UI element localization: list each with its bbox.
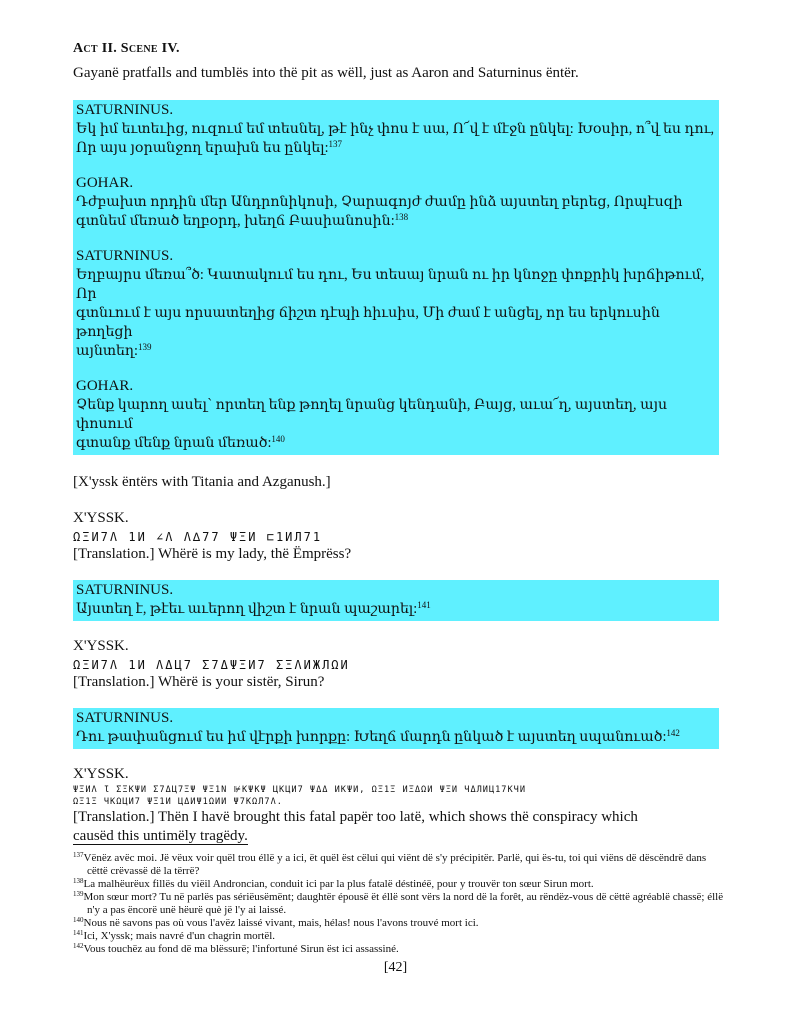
alien-script-line: ΩΞИ7Ʌ 1И ɅΔЦ7 Ʃ7ΔΨΞИ7 ƩΞɅИЖЛΩИ bbox=[73, 658, 350, 672]
translation-line: causëd this untimëly tragëdy. bbox=[73, 828, 248, 844]
dialogue-line: Որ այս յօրանջող երախն ես ընկել:$^{137}$ bbox=[76, 139, 343, 156]
highlighted-dialogue-block bbox=[73, 100, 719, 455]
translation-line: [Translation.] Whërë is your sistër, Sirun? bbox=[73, 674, 325, 690]
footnote: $^{137}$Vënëz avëc moi. Jë vëux voir quël trou éllë y a ici, ët quël ëst cëlui qui viënt dë s'y précipitër. Parlë, qui ës-tu, toi qui viëns dë dëscëndrë dans cëttë crëvassë dë la tërrë? bbox=[73, 851, 707, 877]
translation-line: [Translation.] Thën I havë brought this fatal papër too latë, which shows thë conspiracy which bbox=[73, 809, 638, 825]
footnote: $^{141}$Ici, X'yssk; mais navré d'un chagrin mortël. bbox=[73, 929, 276, 942]
footnote: $^{140}$Nous në savons pas où vous l'avëz laissé vivant, mais, hélas! nous l'avons trouvé mort ici. bbox=[73, 916, 479, 929]
footnote: $^{142}$Vous touchëz au fond dë ma blëssurë; l'infortuné Sirun ëst ici assassiné. bbox=[73, 942, 399, 955]
stage-direction: Gayanë pratfalls and tumblës into thë pit as wëll, just as Aaron and Saturninus ëntër. bbox=[73, 65, 579, 81]
dialogue-line: գտանք մենք նրան մեռած:$^{140}$ bbox=[76, 434, 285, 451]
footnote-ref[interactable]: 138 bbox=[394, 212, 409, 222]
speaker-name: SATURNINUS. bbox=[76, 710, 174, 726]
footnotes bbox=[73, 852, 725, 956]
speaker-name: SATURNINUS. bbox=[76, 102, 174, 118]
footnote: $^{139}$Mon sœur mort? Tu në parlës pas sériëusëmënt; daughtër épousë ët éllë sont vërs la nord dë la forêt, au rëndëz-vous dë cëttë agréablë chassë; éllë n'y a pas ëncorë unë hëurë què jë l'y ai laissé. bbox=[73, 890, 724, 916]
footnote-ref[interactable]: 140 bbox=[271, 434, 285, 444]
alien-script-line: ΩΞ1Ξ ЧΚΩЦИ7 ΨΞ1И ЦΔИΨ1ΩИИ Ψ7ΚΩЛ7Ʌ. bbox=[73, 797, 283, 807]
scene-heading: Act II. Scene IV. bbox=[73, 41, 180, 56]
dialogue-line: գտնեմ մեռած եղբօրդ, խեղճ Բասիանոսին:$^{138}$ bbox=[76, 212, 409, 229]
translation-line: [Translation.] Whërë is my lady, thë Ëmprëss? bbox=[73, 546, 352, 562]
alien-script-line: ΨΞИΛ Ɩ ƩΞΚΨИ Ʃ7ΔЦ7ΞΨ ΨΞ1Ν ⊯ΚΨΚΨ ЦΚЦИ7 ΨΔΔ ИΚΨИ, ΩΞ1Ξ ИΞΔΩИ ΨΞИ ЧΔЛИЦ17ΚЧИ bbox=[73, 785, 527, 795]
page-body bbox=[73, 40, 725, 956]
footnote-ref[interactable]: 142 bbox=[666, 728, 680, 738]
dialogue-line: Եղբայրս մեռա՞ծ: Կատակում ես դու, Ես տեսայ նրան ու իր կնոջը փոքրիկ խրճիթում, Որ bbox=[76, 267, 705, 302]
dialogue-line: այնտեղ:$^{139}$ bbox=[76, 342, 152, 359]
speaker-name: X'YSSK. bbox=[73, 766, 129, 782]
footnote-ref[interactable]: 137 bbox=[328, 139, 343, 149]
speaker-name: GOHAR. bbox=[76, 175, 134, 191]
speaker-name: X'YSSK. bbox=[73, 638, 129, 654]
footnote: $^{138}$La malhëurëux fillës du viëil Androncian, conduit ici par la plus fatalë déstinéë, pour y trouvër ton sœur Sirun mort. bbox=[73, 877, 594, 890]
dialogue-line: Դժբախտ որդին մեր Անդրոնիկոսի, Չարագոյժ ժամը ինձ այստեղ բերեց, Որպէսզի bbox=[76, 194, 683, 210]
stage-direction: [X'yssk ëntërs with Titania and Azganush.] bbox=[73, 474, 331, 490]
speaker-name: X'YSSK. bbox=[73, 510, 129, 526]
highlighted-dialogue-block bbox=[73, 580, 719, 621]
highlighted-dialogue-block bbox=[73, 708, 719, 749]
speaker-name: GOHAR. bbox=[76, 378, 134, 394]
dialogue-line: Այստեղ է, թէեւ աւերող վիշտ է նրան պաշարել:$^{141}$ bbox=[76, 600, 431, 617]
dialogue-line: Չենք կարող ասել՝ որտեղ ենք թողել նրանց կենդանի, Բայց, աւա՜ղ, այստեղ, այս փոսում bbox=[76, 397, 668, 432]
footnote-ref[interactable]: 139 bbox=[137, 342, 152, 352]
speaker-name: SATURNINUS. bbox=[76, 248, 174, 264]
dialogue-line: Եկ իմ եւտեւից, ուզում եմ տեսնել, թէ ինչ փոս է սա, Ո՜վ է մէջն ընկել: Խօսիր, ո՞վ ես դու, bbox=[76, 121, 715, 137]
dialogue-line: գտնւում է այս որսատեղից ճիշտ դէպի հիւսիս, Մի ժամ է անցել, որ ես երկուսին թողեցի bbox=[76, 305, 660, 340]
page-number: [42] bbox=[383, 960, 408, 975]
footnote-ref[interactable]: 141 bbox=[417, 600, 431, 610]
speaker-name: SATURNINUS. bbox=[76, 582, 174, 598]
alien-script-line: ΩΞИ7Ʌ 1И ∠Ʌ Ʌ∆77 ΨΞИ ⊏1ИЛ71 bbox=[73, 530, 323, 544]
dialogue-line: Դու թափանցում ես իմ վէրքի խորքը: Խեղճ մարդն ընկած է այստեղ սպանուած:$^{142}$ bbox=[76, 728, 680, 745]
